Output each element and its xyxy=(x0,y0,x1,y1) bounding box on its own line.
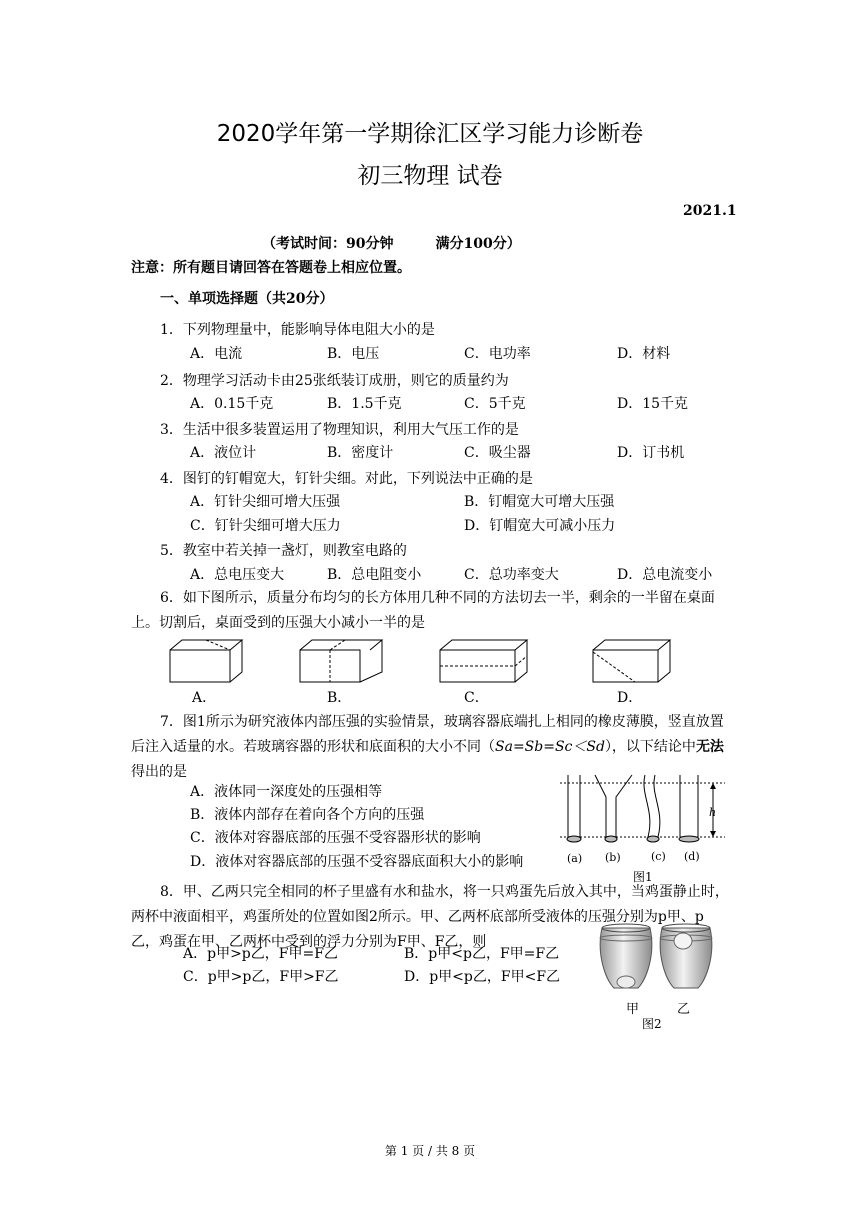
section-heading: 一、单项选择题（共20分） xyxy=(160,291,334,307)
cup-yi xyxy=(660,924,712,988)
q5-option-a: A．总电压变大 xyxy=(190,567,285,583)
exam-info: （考试时间：90分钟 满分100分） xyxy=(262,236,521,252)
q7-option-c: C．液体对容器底部的压强不受容器形状的影响 xyxy=(190,830,481,846)
exam-subtitle: 初三物理 试卷 xyxy=(357,163,503,189)
figure-1 xyxy=(560,775,730,870)
q4-option-d: D．钉帽宽大可减小压力 xyxy=(464,518,616,534)
exam-date: 2021.1 xyxy=(683,203,737,219)
figure-2-caption: 图2 xyxy=(642,1017,662,1031)
q7-stem: 7．图1所示为研究液体内部压强的实验情景，玻璃容器底端扎上相同的橡皮薄膜，竖直放置后注入适量的水。若玻璃容器的形状和底面积的大小不同（Sa=Sb=Sc＜Sd），以下结论中无法得出的是 xyxy=(131,714,724,780)
q7-option-b: B．液体内部存在着向各个方向的压强 xyxy=(190,807,425,823)
q7-option-d: D．液体对容器底部的压强不受容器底面积大小的影响 xyxy=(190,854,524,870)
q5-option-b: B．总电阻变小 xyxy=(327,567,422,583)
q6-block-a xyxy=(170,640,242,682)
q2-stem: 2．物理学习活动卡由25张纸装订成册，则它的质量约为 xyxy=(160,373,509,389)
q3-option-c: C．吸尘器 xyxy=(464,445,531,461)
exam-title: 2020学年第一学期徐汇区学习能力诊断卷 xyxy=(216,121,644,147)
q2-option-d: D．15千克 xyxy=(617,396,689,412)
fig1-label-c: (c) xyxy=(651,850,666,863)
tube-c xyxy=(644,775,660,842)
q6-block-c xyxy=(440,640,527,682)
notice: 注意：所有题目请回答在答题卷上相应位置。 xyxy=(131,260,411,276)
q1-option-b: B．电压 xyxy=(327,346,380,362)
q4-stem: 4．图钉的钉帽宽大，钉针尖细。对此，下列说法中正确的是 xyxy=(160,471,533,487)
q1-option-d: D．材料 xyxy=(617,346,671,362)
tube-b xyxy=(595,775,632,842)
q6-block-b xyxy=(300,640,382,682)
q6-label-b: B． xyxy=(327,690,352,706)
page-footer: 第 1 页 / 共 8 页 xyxy=(384,1144,476,1158)
q2-option-b: B．1.5千克 xyxy=(327,396,402,412)
q6-block-d xyxy=(593,640,670,682)
q1-option-a: A．电流 xyxy=(190,346,243,362)
q5-stem: 5．教室中若关掉一盏灯，则教室电路的 xyxy=(160,543,407,559)
q6-label-c: C． xyxy=(464,690,489,706)
q5-option-d: D．总电流变小 xyxy=(617,567,713,583)
tube-a xyxy=(567,775,581,842)
q8-stem: 8．甲、乙两只完全相同的杯子里盛有水和盐水，将一只鸡蛋先后放入其中，当鸡蛋静止时，两杯中液面相平，鸡蛋所处的位置如图2所示。甲、乙两杯底部所受液体的压强分别为p甲、p乙，鸡蛋在甲、乙两杯中受到的浮力分别为F甲、F乙，则 xyxy=(131,884,729,950)
h-label: h xyxy=(709,806,717,819)
q6-figure xyxy=(165,638,725,688)
q8-option-c: C．p甲>p乙，F甲>F乙 xyxy=(183,969,339,985)
q1-stem: 1．下列物理量中，能影响导体电阻大小的是 xyxy=(160,322,435,338)
q3-stem: 3．生活中很多装置运用了物理知识，利用大气压工作的是 xyxy=(160,422,519,438)
q3-option-b: B．密度计 xyxy=(327,445,394,461)
fig1-label-b: (b) xyxy=(605,851,621,864)
q6-stem: 6．如下图所示，质量分布均匀的长方体用几种不同的方法切去一半，剩余的一半留在桌面上。切割后，桌面受到的压强大小减小一半的是 xyxy=(131,590,715,631)
cup-yi-label: 乙 xyxy=(677,1002,691,1017)
q6-label-d: D． xyxy=(617,690,643,706)
fig1-label-d: (d) xyxy=(684,850,700,863)
figure-1-caption: 图1 xyxy=(633,870,653,884)
tube-d xyxy=(679,775,699,842)
fig1-label-a: (a) xyxy=(567,852,583,865)
q4-option-b: B．钉帽宽大可增大压强 xyxy=(464,494,615,510)
q7-option-a: A．液体同一深度处的压强相等 xyxy=(190,784,383,800)
q8-option-d: D．p甲<p乙，F甲<F乙 xyxy=(404,969,561,985)
q6-label-a: A． xyxy=(192,690,217,706)
q1-option-c: C．电功率 xyxy=(464,346,531,362)
q5-option-c: C．总功率变大 xyxy=(464,567,559,583)
q4-option-c: C．钉针尖细可增大压力 xyxy=(190,518,341,534)
cup-jia-label: 甲 xyxy=(626,1002,640,1017)
q8-option-b: B．p甲<p乙，F甲=F乙 xyxy=(404,946,560,962)
q8-option-a: A．p甲>p乙，F甲=F乙 xyxy=(183,946,338,962)
q4-option-a: A．钉针尖细可增大压强 xyxy=(190,494,341,510)
q2-option-c: C．5千克 xyxy=(464,396,526,412)
q7-formula: Sa=Sb=Sc＜Sd xyxy=(495,739,605,755)
cup-jia xyxy=(600,924,652,988)
q7-emphasis: 无法 xyxy=(695,739,724,755)
figure-2 xyxy=(596,920,721,1000)
q3-option-a: A．液位计 xyxy=(190,445,257,461)
q2-option-a: A．0.15千克 xyxy=(190,396,274,412)
q3-option-d: D．订书机 xyxy=(617,445,685,461)
